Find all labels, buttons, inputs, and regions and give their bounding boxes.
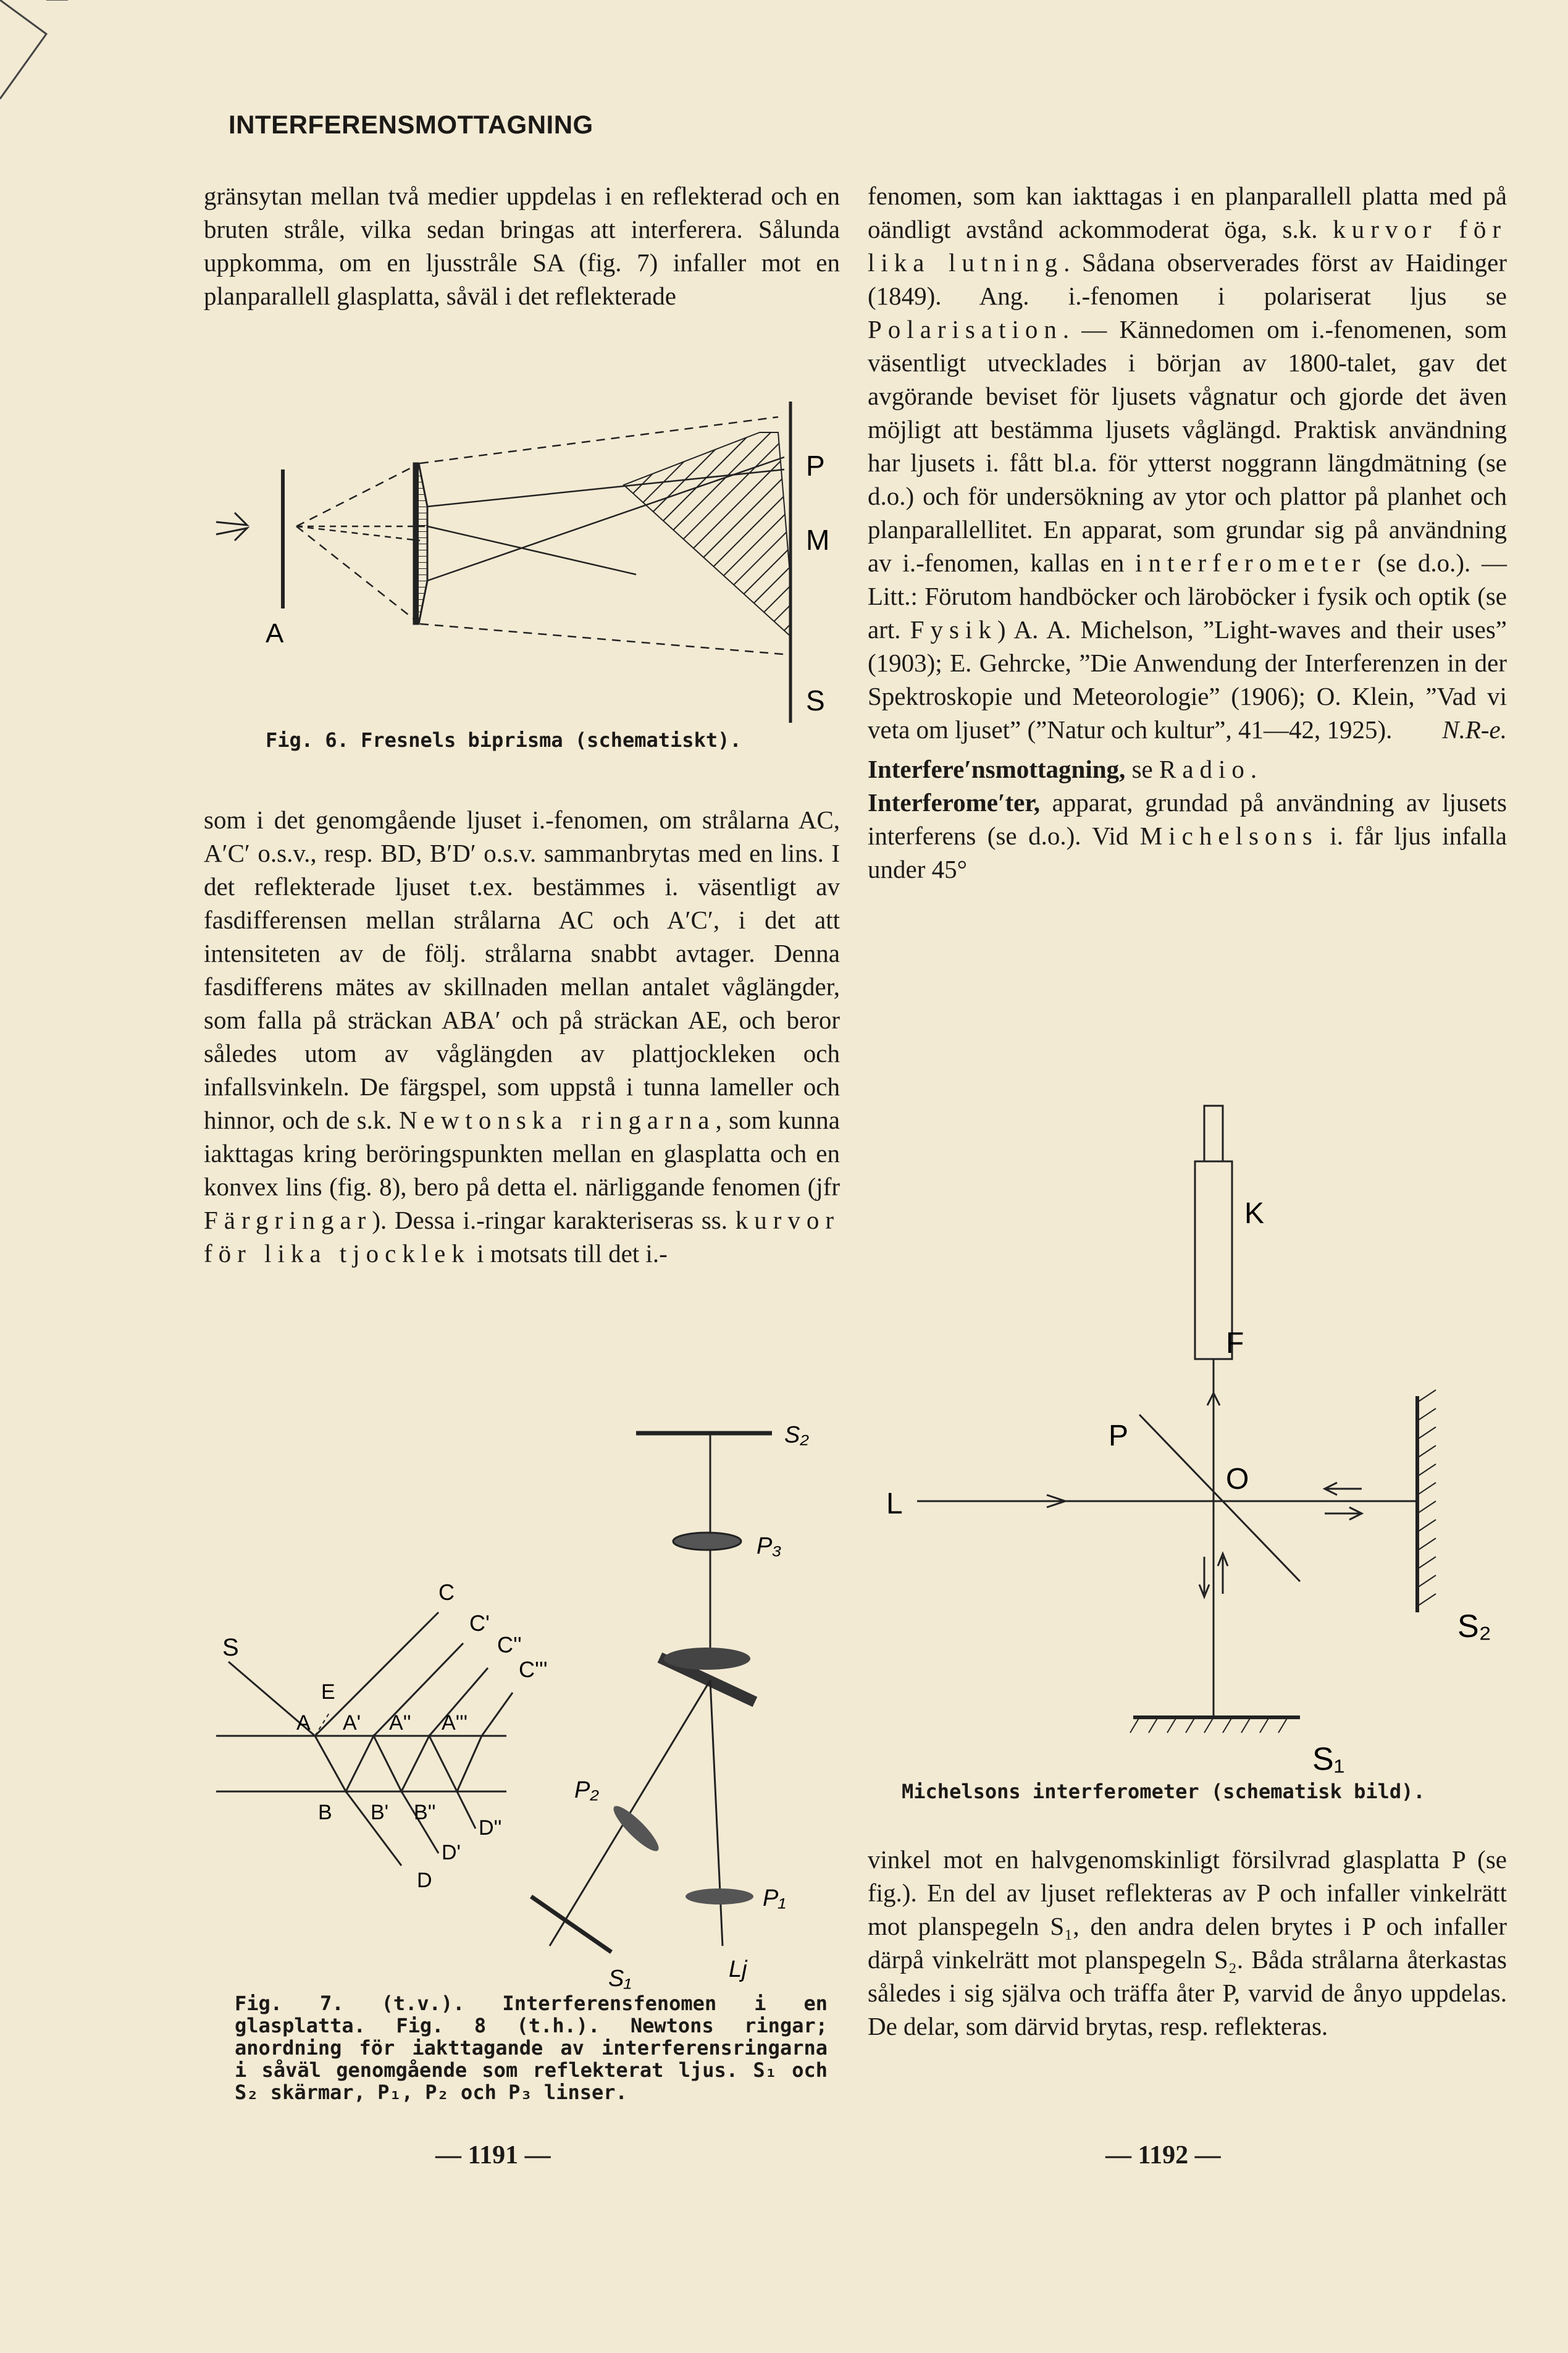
fig7-label-A3: A''' — [442, 1711, 468, 1735]
right-paragraph-final: vinkel mot en halvgenomskinligt försilvrad glasplatta P (se fig.). En del av ljuset reflekteras av P och infaller vinkelrätt mot planspegeln S₁, den andra delen brytes i P och infaller därpå vinkelrätt mot planspegeln S₂. Båda strålarna återkastas således i sig själva och träffa åter P, varvid de ånyo uppdelas. De delar, som därvid brytas, resp. reflekteras. — [868, 1845, 1507, 2040]
fig8-label-P2: P₂ — [574, 1777, 599, 1803]
michelson-label-K: K — [1244, 1197, 1265, 1230]
fig7-label-A1: A' — [343, 1711, 361, 1735]
signature: N.R-e. — [1442, 715, 1507, 744]
entry2-text: se — [1131, 755, 1153, 783]
right-column-top — [868, 179, 1507, 886]
kurvor-lika-tjocklek: kurvor för lika tjocklek — [204, 1206, 841, 1268]
fig8-label-S1: S₁ — [608, 1966, 632, 1992]
left-para2-part3: ). Dessa i.-ringar karakteriseras ss. — [372, 1206, 727, 1234]
michelson-label-S2: S₂ — [1457, 1609, 1491, 1644]
fig7-label-D: D — [417, 1869, 432, 1892]
fysik-ref: Fysik — [910, 615, 997, 644]
left-column-top — [204, 179, 840, 313]
fig7-label-E: E — [321, 1680, 335, 1704]
right-para1-part2: . Sådana observerades först av Haidinger (1849). Ang. i.-fenomen i polariserat ljus se — [868, 248, 1507, 310]
entry3-text: apparat, grundad på användning av ljusets interferens (se d.o.). Vid — [868, 788, 1507, 850]
left-paragraph-1: gränsytan mellan två medier uppdelas i en reflekterad och en bruten stråle, vilka sedan bringas att interferera. Sålunda uppkomma, om en ljusstråle SA (fig. 7) infaller mot en planparallell glasplatta, såväl i det reflekterade — [204, 182, 840, 310]
running-head: INTERFERENSMOTTAGNING — [228, 110, 593, 139]
fig7-label-C1: C' — [469, 1610, 490, 1636]
fig7-label-D2: D'' — [479, 1816, 502, 1840]
fig7-label-C2: C'' — [497, 1632, 522, 1657]
polarisation-ref: Polarisation — [868, 315, 1063, 343]
michelson-caption: Michelsons interferometer (schematisk bild). — [902, 1780, 1425, 1803]
fig6-caption: Fig. 6. Fresnels biprisma (schematiskt). — [266, 728, 742, 752]
page-number-right: — 1192 — — [1105, 2141, 1221, 2170]
michelson-label-O: O — [1226, 1463, 1249, 1496]
entry3-text2: i. får ljus infalla under 45° — [868, 822, 1507, 883]
fig8-label-Lj: Lj — [729, 1956, 747, 1982]
fig7-label-A2: A'' — [389, 1711, 411, 1735]
page-number-left: — 1191 — — [435, 2141, 551, 2170]
fig7-label-A: A — [296, 1711, 311, 1735]
fig78-caption: Fig. 7. (t.v.). Interferensfenomen i en glasplatta. Fig. 8 (t.h.). Newtons ringar; anordning för iakttagande av interferensringarna i såväl genomgående som reflekterat ljus. S₁ och S₂ skärmar, P₁, P₂ och P₃ linser. — [235, 1992, 828, 2104]
michelsons-ref: Michelsons — [1139, 822, 1319, 850]
figure-michelson-interferometer — [868, 1100, 1507, 1779]
interferometer-ref: interferometer — [1135, 549, 1367, 577]
fig7-label-B2: B'' — [414, 1801, 436, 1824]
fig6-label-S: S — [806, 684, 825, 717]
entry-interferensmottagning: Interfere′nsmottagning, se Radio. — [868, 755, 1257, 783]
left-para2-part1: som i det genomgående ljuset i.-fenomen, om strålarna AC, A′C′ o.s.v., resp. BD, B′D′ o.s.v. sammanbrytas med en lins. I det reflekterade ljuset t.ex. bestämmes i. väsentligt av fasdifferensen mellan strålarna AC och A′C′, i det att intensiteten av de följ. strålarna snabbt avtager. Denna fasdifferens mätes av skillnaden mellan antalet våglängder, som falla på sträckan ABA′ och på sträckan AE, och beror således utom av våglängden av plattjockleken och infallsvinkeln. De färgspel, som uppstå i tunna lameller och hinnor, och de s.k. — [204, 806, 840, 1134]
figure-7-8-interference-newton-rings — [204, 1408, 846, 2002]
fig6-label-M: M — [806, 524, 830, 556]
michelson-label-S1: S₁ — [1312, 1741, 1345, 1777]
right-para1-part1: fenomen, som kan iakttagas i en planparallell platta med på oändligt avstånd ackommoderat öga, s.k. — [868, 182, 1507, 243]
fig7-label-D1: D' — [442, 1841, 461, 1864]
michelson-label-L: L — [886, 1488, 903, 1520]
michelson-label-F: F — [1226, 1327, 1244, 1360]
fig6-label-P: P — [806, 450, 825, 482]
fargringar-ref: Färgringar — [204, 1206, 372, 1234]
entry-interferometer — [868, 786, 1507, 886]
fig7-label-C: C — [438, 1580, 455, 1605]
entry2-headword: Interfere′nsmottagning, — [868, 755, 1126, 783]
left-para2-part2: , som kunna iakttagas kring beröringspunkten mellan en glasplatta och en konvex lins (fig. 8), bero på detta el. närliggande fenomen (jfr — [204, 1106, 840, 1201]
fig7-label-S: S — [222, 1634, 239, 1661]
michelson-label-P: P — [1109, 1420, 1129, 1452]
fig7-label-B: B — [318, 1801, 332, 1824]
entry3-headword: Interferome′ter, — [868, 788, 1041, 817]
right-column-bottom — [868, 1843, 1507, 2043]
fig7-label-C3: C''' — [519, 1657, 548, 1682]
right-para1-part5: ) A. A. Michelson, ”Light-waves and their uses” (1903); E. Gehrcke, ”Die Anwendung der Interferenzen in der Spektroskopie und Meteorologie” (1906); O. Klein, ”Vad vi veta om ljuset” (”Natur och kultur”, 41—42, 1925). — [868, 615, 1507, 744]
left-column-middle — [204, 803, 840, 1270]
radio-ref: Radio — [1159, 755, 1251, 783]
fig6-label-A: A — [266, 618, 284, 649]
fig8-label-S2: S₂ — [784, 1422, 809, 1448]
kurvor-lika-lutning: kurvor för lika lutning — [868, 215, 1507, 277]
left-paragraph-2 — [204, 803, 840, 1270]
fig8-label-P1: P₁ — [763, 1885, 786, 1911]
left-para2-part4: i motsats till det i.- — [477, 1239, 668, 1268]
right-para1-part3: . — Kännedomen om i.-fenomenen, som väsentligt utvecklades i början av 1800-talet, gav det avgörande beviset för ljusets vågnatur och gjorde det även möjligt att bestämma ljusets våglängd. Praktisk användning har ljusets i. fått bl.a. för ytterst noggrann längdmätning (se d.o.) och för undersökning av ytor och plattor på planhet och planparallellitet. En apparat, som grundar sig på användning av i.-fenomen, kallas en — [868, 315, 1507, 577]
figure-6-fresnel-biprism — [204, 364, 840, 729]
fig7-label-B1: B' — [371, 1801, 389, 1824]
newtonska-ringarna: Newtonska ringarna — [399, 1106, 716, 1134]
fig8-label-P3: P₃ — [757, 1533, 782, 1559]
right-para1-part4: (se d.o.). — Litt.: Förutom handböcker och läroböcker i fysik och optik (se art. — [868, 549, 1507, 644]
right-paragraph-1 — [868, 179, 1507, 746]
page-corner-fold — [0, 0, 68, 124]
